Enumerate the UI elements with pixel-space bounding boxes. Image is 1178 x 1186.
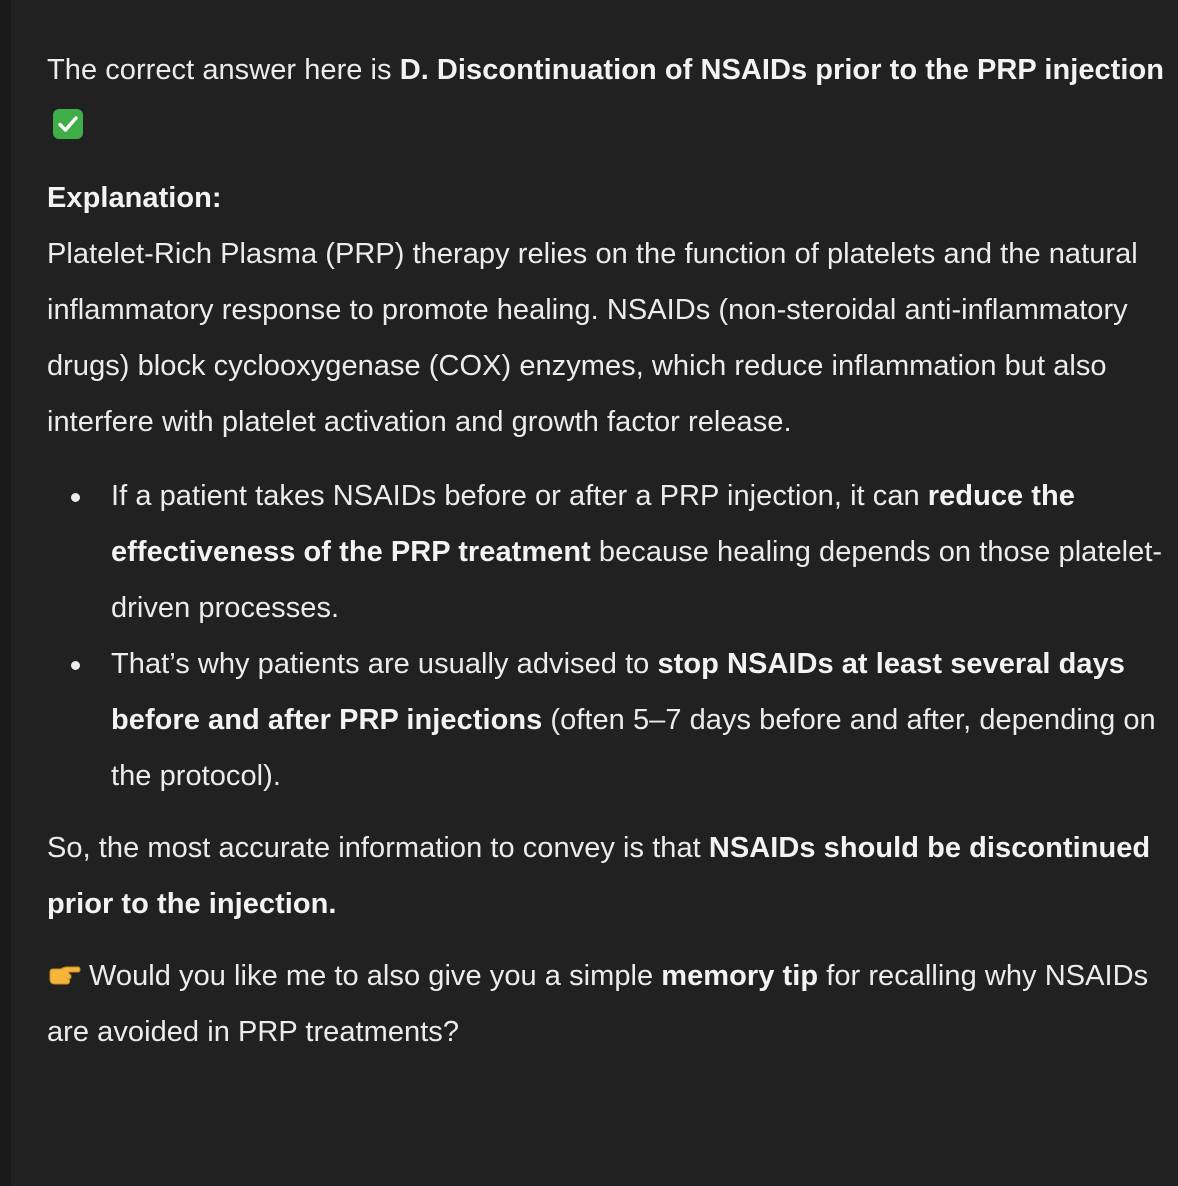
followup-question: Would you like me to also give you a simple memory tip for recalling why NSAIDs are avoided in PRP treatments? <box>47 948 1167 1060</box>
list-item: If a patient takes NSAIDs before or after a PRP injection, it can reduce the effectiveness of the PRP treatment because healing depends on those platelet-driven processes. <box>47 468 1167 636</box>
answer-paragraph <box>47 42 1167 154</box>
bullet-dot <box>71 493 80 502</box>
answer-prefix: The correct answer here is <box>47 54 400 86</box>
answer-text: D. Discontinuation of NSAIDs prior to the PRP injection <box>399 54 1165 86</box>
check-mark-icon <box>53 109 83 139</box>
conclusion-paragraph: So, the most accurate information to convey is that NSAIDs should be discontinued prior to the injection. <box>47 832 1151 920</box>
chat-panel <box>11 0 1178 1186</box>
assistant-message <box>47 42 1167 1060</box>
list-item: That’s why patients are usually advised to stop NSAIDs at least several days before and after PRP injections (often 5–7 days before and after, depending on the protocol). <box>47 636 1167 804</box>
explanation-body: Platelet-Rich Plasma (PRP) therapy relies on the function of platelets and the natural inflammatory response to promote healing. NSAIDs (non-steroidal anti-inflammatory drugs) block cyclooxygenase (COX) enzymes, which reduce inflammation but also interfere with platelet activation and growth factor release. <box>47 238 1138 438</box>
pointing-right-icon <box>47 951 81 975</box>
bullet-list <box>47 468 1167 804</box>
explanation-heading: Explanation: <box>47 182 222 214</box>
bullet-dot <box>71 661 80 670</box>
